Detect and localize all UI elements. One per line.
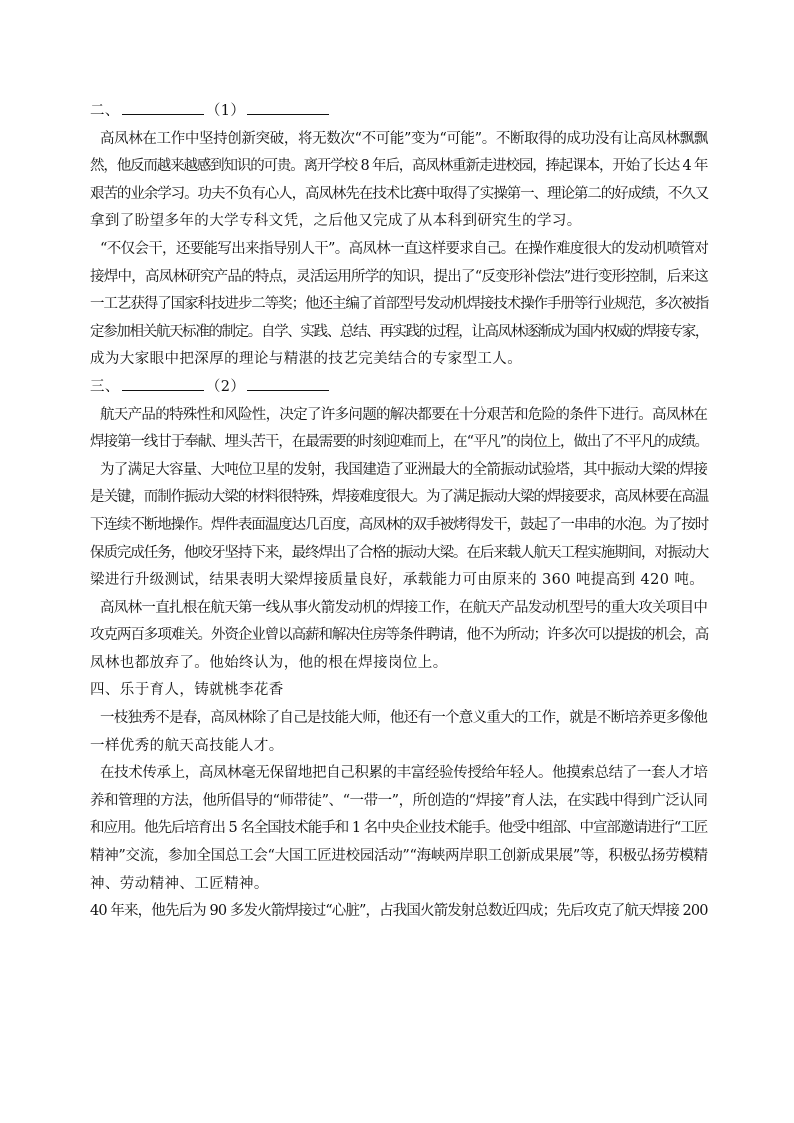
paragraph-line: 神、劳动精神、工匠精神。 [90, 875, 269, 892]
section-2-blank-left [122, 100, 204, 115]
section-2-prefix: 二、 [90, 103, 120, 119]
paragraph-line: 攻克两百多项难关。外资企业曾以高薪和解决住房等条件聘请，他不为所动；许多次可以提拔的机会，高 [90, 627, 709, 644]
section-2-marker: （1） [205, 103, 246, 119]
section-3-prefix: 三、 [90, 378, 120, 395]
paragraph-line: 养和管理的方法，他所倡导的“师带徒”、“一带一”，所创造的“焊接”育人法，在实践中得到广泛认同 [90, 792, 708, 809]
article-body [90, 98, 710, 926]
section-2-blank-right [247, 100, 329, 115]
paragraph-line: 定参加相关航天标准的制定。自学、实践、总结、再实践的过程，让高凤林逐渐成为国内权威的焊接专家， [90, 323, 709, 340]
paragraph-line: 一样优秀的航天高技能人才。 [90, 737, 284, 754]
section-3-heading [90, 374, 710, 402]
paragraph-line: 一枝独秀不是春，高凤林除了自己是技能大师，他还有一个意义重大的工作，就是不断培养更多像他 [100, 710, 708, 727]
paragraph-line: 成为大家眼中把深厚的理论与精湛的技艺完美结合的专家型工人。 [90, 351, 523, 368]
paragraph-line: 下连续不断地操作。焊件表面温度达几百度，高凤林的双手被烤得发干，鼓起了一串串的水泡。为了按时 [90, 516, 709, 533]
section-4-heading: 四、乐于育人，铸就桃李花香 [90, 682, 284, 699]
paragraph-line: 一工艺获得了国家科技进步二等奖；他还主编了首部型号发动机焊接技术操作手册等行业规范，多次被指 [90, 296, 709, 313]
paragraph-line: 为了满足大容量、大吨位卫星的发射，我国建造了亚洲最大的全箭振动试验塔，其中振动大梁的焊接 [100, 461, 708, 478]
paragraph-line: 拿到了盼望多年的大学专科文凭，之后他又完成了从本科到研究生的学习。 [90, 213, 582, 230]
section-3-marker: （2） [205, 378, 246, 395]
paragraph-line: 艰苦的业余学习。功夫不负有心人，高凤林先在技术比赛中取得了实操第一、理论第二的好成绩，不久又 [90, 185, 709, 202]
paragraph-line: 和应用。他先后培育出 5 名全国技术能手和 1 名中央企业技术能手。他受中组部、中宣部邀请进行“工匠 [90, 820, 708, 837]
paragraph-line: 40 年来，他先后为 90 多发火箭焊接过“心脏”，占我国火箭发射总数近四成；先后攻克了航天焊接 200 [90, 903, 708, 920]
paragraph-line: 焊接第一线甘于奉献、埋头苦干，在最需要的时刻迎难而上，在“平凡”的岗位上，做出了不平凡的成绩。 [90, 434, 708, 451]
paragraph-line: 是关键，而制作振动大梁的材料很特殊，焊接难度很大。为了满足振动大梁的焊接要求，高凤林要在高温 [90, 489, 709, 506]
paragraph-line: “不仅会干，还要能写出来指导别人干”。高凤林一直这样要求自己。在操作难度很大的发动机喷管对 [100, 240, 709, 257]
paragraph-line: 航天产品的特殊性和风险性，决定了许多问题的解决都要在十分艰苦和危险的条件下进行。高凤林在 [100, 406, 708, 423]
paragraph-line: 高凤林在工作中坚持创新突破，将无数次“不可能”变为“可能”。不断取得的成功没有让高凤林飘飘 [100, 130, 708, 147]
paragraph-line: 高凤林一直扎根在航天第一线从事火箭发动机的焊接工作，在航天产品发动机型号的重大攻关项目中 [100, 599, 708, 616]
section-3-blank-left [122, 376, 204, 391]
paragraph-line: 梁进行升级测试，结果表明大梁焊接质量良好，承载能力可由原来的 360 吨提高到 420 吨。 [90, 572, 705, 589]
paragraph-line: 在技术传承上，高凤林毫无保留地把自己积累的丰富经验传授给年轻人。他摸索总结了一套人才培 [100, 765, 708, 782]
section-3-blank-right [247, 376, 329, 391]
paragraph-line: 凤林也都放弃了。他始终认为，他的根在焊接岗位上。 [90, 654, 448, 671]
paragraph-line: 然，他反而越来越感到知识的可贵。离开学校 8 年后，高凤林重新走进校园，捧起课本，开始了长达 4 年 [90, 158, 708, 175]
paragraph-line: 接焊中，高凤林研究产品的特点，灵活运用所学的知识，提出了“反变形补偿法”进行变形控制，后来这 [90, 268, 708, 285]
section-2-heading [90, 98, 710, 126]
paragraph-line: 保质完成任务，他咬牙坚持下来，最终焊出了合格的振动大梁。在后来载人航天工程实施期间，对振动大 [90, 544, 709, 561]
paragraph-line: 精神”交流，参加全国总工会“大国工匠进校园活动”“海峡两岸职工创新成果展”等，积极弘扬劳模精 [90, 848, 708, 865]
